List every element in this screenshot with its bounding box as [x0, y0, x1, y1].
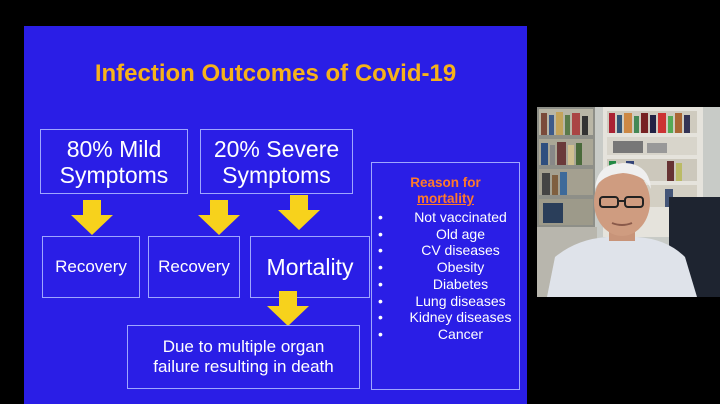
recovery-label: Recovery — [158, 257, 230, 276]
severe-symptoms-box — [200, 129, 353, 194]
presenter-video-thumbnail — [537, 107, 720, 297]
list-item: • Cancer — [378, 325, 484, 342]
recovery-box-2 — [148, 236, 240, 298]
reason-title-line1: Reason for — [410, 175, 481, 190]
list-item: • CV diseases — [378, 242, 500, 259]
list-item: • Diabetes — [378, 275, 489, 292]
bullet-icon: • — [378, 225, 383, 242]
down-arrow-icon — [70, 200, 114, 236]
death-cause-box — [127, 325, 360, 389]
down-arrow-icon — [277, 195, 321, 231]
recovery-label: Recovery — [55, 257, 127, 276]
down-arrow-icon — [197, 200, 241, 236]
bullet-icon: • — [378, 309, 383, 326]
slide-title: Infection Outcomes of Covid-19 — [94, 60, 457, 87]
bullet-icon: • — [378, 325, 383, 342]
list-item: • Old age — [378, 225, 486, 242]
presentation-slide — [24, 26, 527, 404]
mortality-box — [250, 236, 370, 298]
recovery-box-1 — [42, 236, 140, 298]
list-item: • Obesity — [378, 259, 485, 276]
reason-title-line2: mortality — [416, 191, 474, 206]
bullet-icon: • — [378, 209, 383, 225]
bullet-icon: • — [378, 259, 383, 276]
mild-symptoms-box — [40, 129, 188, 194]
list-item: • Kidney diseases — [378, 309, 512, 326]
presenter-video-image — [537, 107, 720, 297]
bullet-icon: • — [378, 275, 383, 292]
bullet-icon: • — [378, 292, 383, 309]
mortality-label: Mortality — [266, 253, 354, 280]
down-arrow-icon — [266, 291, 310, 327]
death-cause-text: Due to multiple organ failure resulting in death — [153, 337, 334, 376]
mild-symptoms-label: 80% Mild Symptoms — [59, 135, 169, 188]
reason-title — [372, 175, 519, 207]
mortality-reasons-box — [371, 162, 520, 390]
severe-symptoms-label: 20% Severe Symptoms — [213, 135, 340, 188]
list-item: • Lung diseases — [378, 292, 506, 309]
list-item: • Not vaccinated — [378, 209, 507, 225]
bullet-icon: • — [378, 242, 383, 259]
reasons-list — [372, 209, 519, 343]
